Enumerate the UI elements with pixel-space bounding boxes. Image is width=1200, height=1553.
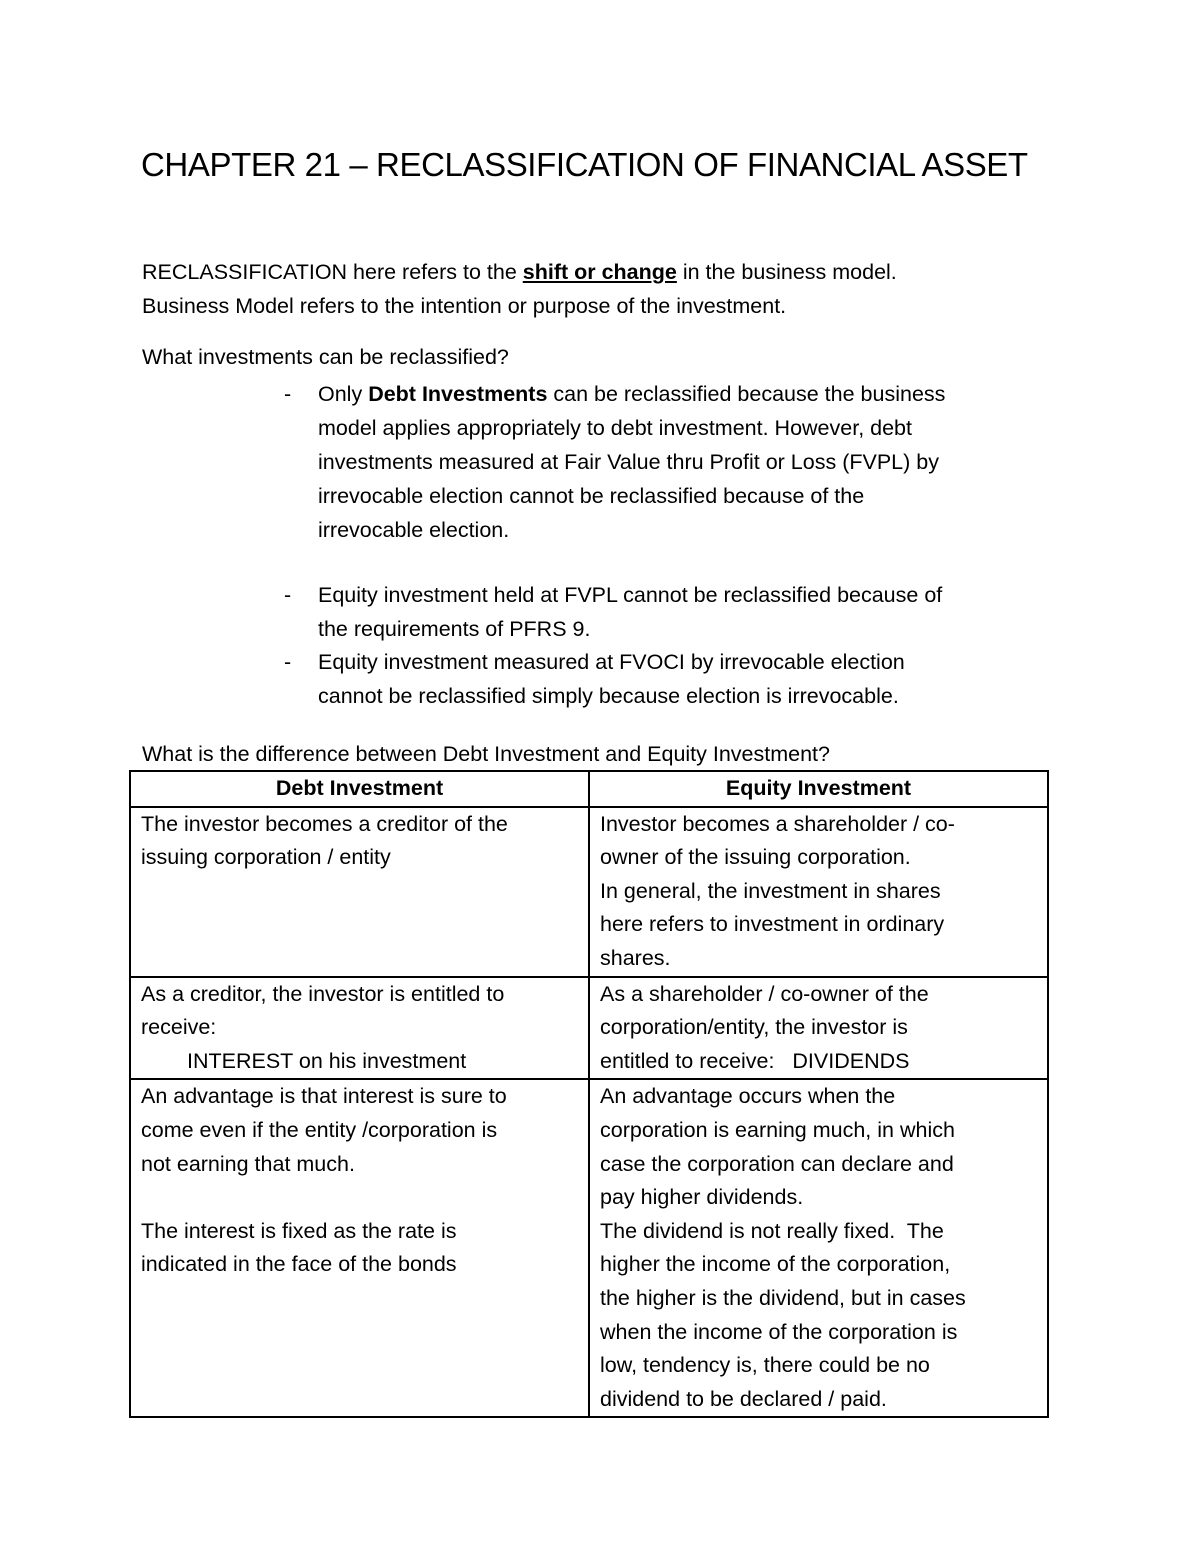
bullet-dash: - [284,382,292,406]
intro-line2: Business Model refers to the intention or purpose of the investment. [142,294,787,318]
table-row [130,1079,1048,1417]
bullet-line: model applies appropriately to debt investment. However, debt [318,416,912,440]
debt-cell: As a creditor, the investor is entitled to receive: INTEREST on his investment [130,977,589,1080]
bullet-line: cannot be reclassified simply because election is irrevocable. [318,684,899,708]
bullet-equity-fvoci [318,645,1058,713]
bullet-line: irrevocable election cannot be reclassified because of the [318,484,865,508]
table-row [130,807,1048,977]
bold-debt-investments: Debt Investments [368,382,548,406]
chapter-title: CHAPTER 21 – RECLASSIFICATION OF FINANCIAL ASSET [141,146,1028,183]
header-equity-investment: Equity Investment [589,771,1048,807]
question-difference: What is the difference between Debt Investment and Equity Investment? [142,742,830,766]
table-header-row [130,771,1048,807]
bullet-debt-investments [318,377,1058,547]
bullet-line: Equity investment measured at FVOCI by irrevocable election [318,650,905,674]
bullet-line: investments measured at Fair Value thru Profit or Loss (FVPL) by [318,450,939,474]
bullet-line: Equity investment held at FVPL cannot be reclassified because of [318,583,943,607]
bullet-line: Only Debt Investments can be reclassified because the business [318,382,946,406]
intro-line1-post: in the business model. [676,260,897,284]
bullet-dash: - [284,650,292,674]
comparison-table [129,770,1049,1418]
bullet-equity-fvpl [318,578,1058,646]
intro-emphasis: shift or change [522,260,677,284]
question-reclassified: What investments can be reclassified? [142,345,509,369]
intro-paragraph [142,255,897,323]
debt-cell: The investor becomes a creditor of the issuing corporation / entity [130,807,589,977]
table-row [130,977,1048,1080]
header-debt-investment: Debt Investment [130,771,589,807]
debt-cell: An advantage is that interest is sure to come even if the entity /corporation is not earning that much. The interest is fixed as the rate is indicated in the face of the bonds [130,1079,589,1417]
equity-cell: Investor becomes a shareholder / co- owner of the issuing corporation. In general, the investment in shares here refers to investment in ordinary shares. [589,807,1048,977]
equity-cell: As a shareholder / co-owner of the corporation/entity, the investor is entitled to receive: DIVIDENDS [589,977,1048,1080]
bullet-line: irrevocable election. [318,518,510,542]
intro-line1-pre: RECLASSIFICATION here refers to the [142,260,523,284]
equity-cell: An advantage occurs when the corporation is earning much, in which case the corporation can declare and pay higher dividends. The dividend is not really fixed. The higher the income of the corporation, the higher is the dividend, but in cases when the income of the corporation is low, tendency is, there could be no dividend to be declared / paid. [589,1079,1048,1417]
bullet-line: the requirements of PFRS 9. [318,617,591,641]
bullet-dash: - [284,583,292,607]
